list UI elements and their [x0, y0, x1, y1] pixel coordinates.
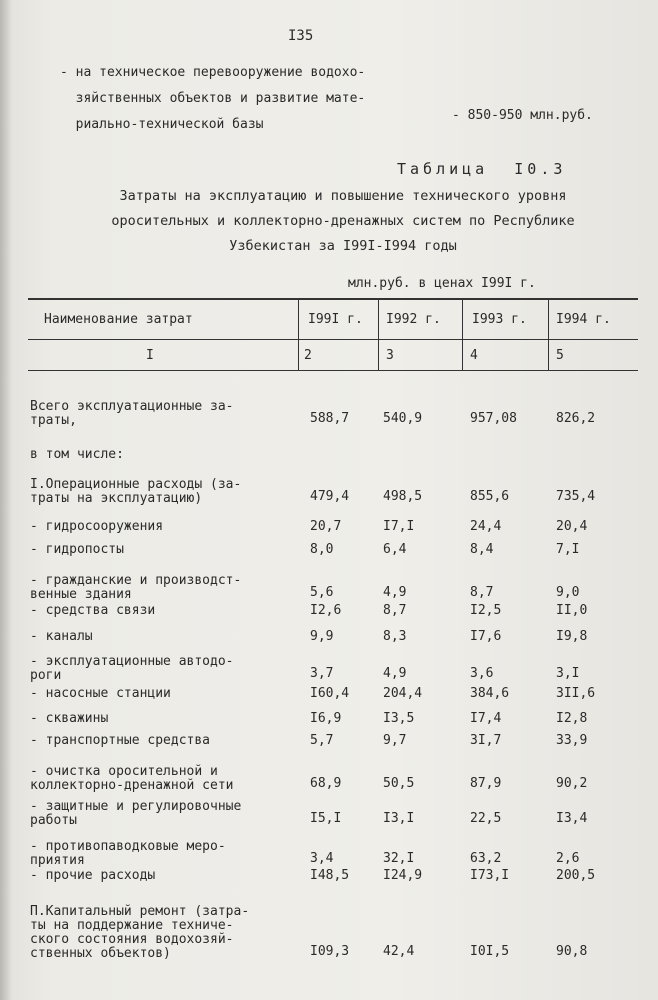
title-line: Узбекистан за I99I-I994 годы — [229, 238, 457, 254]
cell-value: 8,4 — [470, 542, 494, 557]
column-number: 5 — [556, 348, 564, 363]
table-col-divider — [548, 299, 549, 370]
cell-value: I60,4 — [310, 686, 350, 701]
cell-value: 90,2 — [556, 776, 588, 791]
cell-value: 957,08 — [470, 411, 517, 426]
cell-value: 540,9 — [383, 411, 423, 426]
cell-value: 479,4 — [310, 489, 350, 504]
row-label: - гидросооружения — [30, 519, 164, 534]
row-label: - каналы — [30, 629, 93, 644]
cell-value: 3,4 — [310, 851, 334, 866]
cell-value: I3,4 — [556, 811, 588, 826]
cell-value: II,0 — [556, 603, 588, 618]
row-label: П.Капитальный ремонт (затра- ты на поддержание техниче- ского состояния водохозяй- ственных объектов) — [30, 904, 250, 961]
row-label: - защитные и регулировочные работы — [30, 799, 242, 828]
column-header-1993: I993 г. — [472, 312, 527, 327]
cell-value: 22,5 — [470, 811, 502, 826]
intro-text — [60, 60, 365, 138]
cell-value: 3,7 — [310, 666, 334, 681]
column-header-name: Наименование затрат — [44, 312, 193, 327]
cell-value: 3I,7 — [470, 733, 502, 748]
intro-line: зяйственных объектов и развитие мате- — [60, 91, 366, 106]
cell-value: 8,0 — [310, 542, 334, 557]
cell-value: 5,7 — [310, 733, 334, 748]
row-label: - гражданские и производст- венные здания — [30, 573, 242, 602]
cell-value: I5,I — [310, 811, 342, 826]
cell-value: 200,5 — [556, 868, 596, 883]
cell-value: I09,3 — [310, 944, 350, 959]
intro-amount: - 850-950 млн.руб. — [452, 108, 593, 123]
cell-value: 2,6 — [556, 851, 580, 866]
cell-value: 9,0 — [556, 585, 580, 600]
row-label: - прочие расходы — [30, 868, 156, 883]
cell-value: I24,9 — [383, 868, 423, 883]
column-header-1992: I992 г. — [386, 312, 441, 327]
cell-value: 24,4 — [470, 519, 502, 534]
title-line: Затраты на эксплуатацию и повышение технического уровня — [119, 188, 567, 204]
cell-value: I9,8 — [556, 629, 588, 644]
cell-value: I73,I — [470, 868, 510, 883]
cell-value: 42,4 — [383, 944, 415, 959]
cell-value: 8,7 — [383, 603, 407, 618]
cell-value: 826,2 — [556, 411, 596, 426]
cell-value: 63,2 — [470, 851, 502, 866]
title-line: оросительных и коллекторно-дренажных систем по Республике — [111, 213, 575, 229]
cell-value: I48,5 — [310, 868, 350, 883]
row-label: - эксплуатационные автодо- роги — [30, 654, 234, 683]
row-label: - насосные станции — [30, 686, 171, 701]
cell-value: 33,9 — [556, 733, 588, 748]
cell-value: I2,8 — [556, 711, 588, 726]
cell-value: 384,6 — [470, 686, 510, 701]
table-title — [48, 184, 638, 259]
cell-value: 68,9 — [310, 776, 342, 791]
intro-line: - на техническое перевооружение водохо- — [60, 65, 366, 80]
row-label: I.Операционные расходы (за- траты на эксплуатацию) — [30, 477, 242, 506]
row-label: Всего эксплуатационные за- траты, — [30, 399, 234, 428]
cell-value: 20,4 — [556, 519, 588, 534]
row-label: - средства связи — [30, 603, 156, 618]
cell-value: I0I,5 — [470, 944, 510, 959]
row-label: в том числе: — [30, 447, 124, 462]
table-col-divider — [298, 299, 299, 370]
column-number: 4 — [470, 348, 478, 363]
column-header-1994: I994 г. — [556, 312, 611, 327]
cell-value: I7,I — [383, 519, 415, 534]
table-header-rule — [28, 339, 638, 340]
cell-value: I6,9 — [310, 711, 342, 726]
cell-value: 735,4 — [556, 489, 596, 504]
column-header-1991: I99I г. — [308, 312, 363, 327]
cell-value: 90,8 — [556, 944, 588, 959]
cell-value: 8,7 — [470, 585, 494, 600]
cell-value: 9,9 — [310, 629, 334, 644]
row-label: - транспортные средства — [30, 733, 211, 748]
table-units: млн.руб. в ценах I99I г. — [348, 276, 536, 291]
column-number: I — [146, 348, 154, 363]
cell-value: 3II,6 — [556, 686, 596, 701]
row-label: - противопаводковые меро- приятия — [30, 839, 226, 868]
row-label: - скважины — [30, 711, 109, 726]
cell-value: 87,9 — [470, 776, 502, 791]
column-number: 3 — [386, 348, 394, 363]
row-label: - очистка оросительной и коллекторно-дренажной сети — [30, 764, 234, 793]
table-numbers-rule — [28, 370, 638, 371]
cell-value: 4,9 — [383, 585, 407, 600]
cell-value: 20,7 — [310, 519, 342, 534]
cell-value: 3,6 — [470, 666, 494, 681]
cell-value: 855,6 — [470, 489, 510, 504]
cell-value: I7,6 — [470, 629, 502, 644]
table-col-divider — [378, 299, 379, 370]
cell-value: I2,6 — [310, 603, 342, 618]
cell-value: 8,3 — [383, 629, 407, 644]
cell-value: 3,I — [556, 666, 580, 681]
cell-value: 498,5 — [383, 489, 423, 504]
intro-line: риально-технической базы — [60, 117, 264, 132]
cell-value: 5,6 — [310, 585, 334, 600]
cell-value: 7,I — [556, 542, 580, 557]
cell-value: 50,5 — [383, 776, 415, 791]
cell-value: 9,7 — [383, 733, 407, 748]
cell-value: I2,5 — [470, 603, 502, 618]
cell-value: I3,I — [383, 811, 415, 826]
cell-value: 32,I — [383, 851, 415, 866]
cell-value: 204,4 — [383, 686, 423, 701]
column-number: 2 — [304, 348, 312, 363]
table-label: Таблица I0.3 — [397, 160, 567, 178]
table-top-rule — [28, 298, 638, 300]
page-number: I35 — [288, 28, 314, 44]
cell-value: I3,5 — [383, 711, 415, 726]
table-col-divider — [462, 299, 463, 370]
cell-value: 6,4 — [383, 542, 407, 557]
cell-value: 4,9 — [383, 666, 407, 681]
cell-value: 588,7 — [310, 411, 350, 426]
row-label: - гидропосты — [30, 542, 124, 557]
cell-value: I7,4 — [470, 711, 502, 726]
